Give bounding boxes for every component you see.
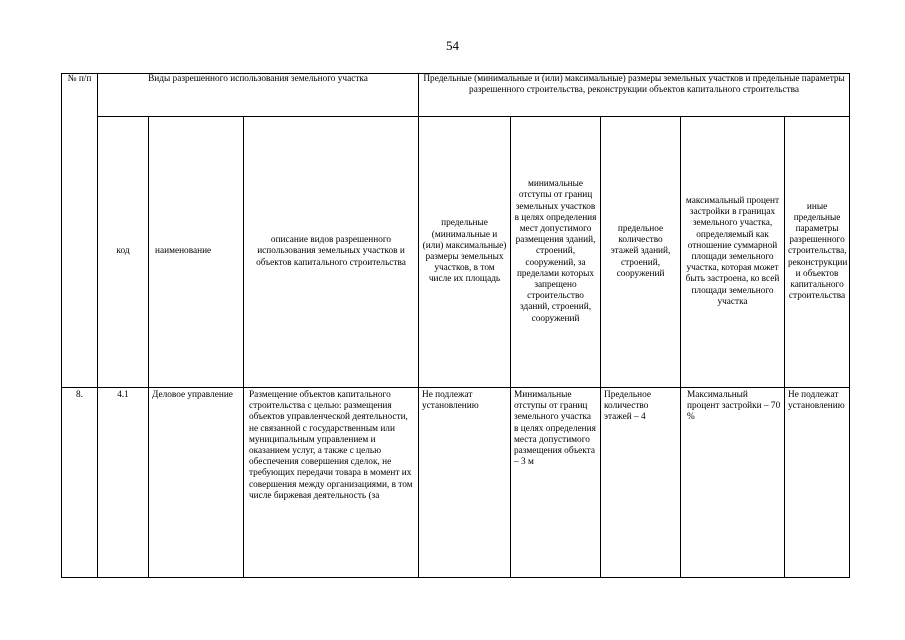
header-code: код bbox=[98, 117, 149, 388]
header-other: иные предельные параметры разрешенного строительства, реконструкции и объектов капитального строительства bbox=[785, 117, 850, 388]
cell-setbacks: Минимальные отступы от границ земельного участка в целях определения места допустимого размещения объекта – 3 м bbox=[511, 388, 601, 578]
header-floors: предельное количество этажей зданий, строений, сооружений bbox=[601, 117, 681, 388]
cell-coverage: Максимальный процент застройки – 70 % bbox=[681, 388, 785, 578]
cell-no: 8. bbox=[62, 388, 98, 578]
page-number: 54 bbox=[446, 38, 459, 53]
cell-other: Не подлежат установлению bbox=[785, 388, 850, 578]
cell-description: Размещение объектов капитального строительства с целью: размещения объектов управленческой деятельности, не связанной с государственным или муниципальным управлением и оказанием услуг, а также с целью обеспечения совершения сделок, не требующих передачи товара в момент их совершения между организациями, в том числе биржевая деятельность (за bbox=[244, 388, 419, 578]
header-params-group: Предельные (минимальные и (или) максимальные) размеры земельных участков и предельные параметры разрешенного строительства, реконструкции объектов капитального строительства bbox=[419, 74, 850, 117]
cell-code: 4.1 bbox=[98, 388, 149, 578]
land-use-table bbox=[61, 73, 850, 578]
header-coverage: максимальный процент застройки в границах земельного участка, определяемый как отношение суммарной площади земельного участка, которая может быть застроена, ко всей площади земельного участка bbox=[681, 117, 785, 388]
cell-size-limits: Не подлежат установлению bbox=[419, 388, 511, 578]
header-name: наименование bbox=[149, 117, 244, 388]
header-description: описание видов разрешенного использования земельных участков и объектов капитального строительства bbox=[244, 117, 419, 388]
header-row-1 bbox=[62, 74, 850, 117]
table-row bbox=[62, 388, 850, 578]
header-row-2 bbox=[62, 117, 850, 388]
cell-name: Деловое управление bbox=[149, 388, 244, 578]
header-no: № п/п bbox=[62, 74, 98, 388]
header-size-limits: предельные (минимальные и (или) максимальные) размеры земельных участков, в том числе их площадь bbox=[419, 117, 511, 388]
header-uses-group: Виды разрешенного использования земельного участка bbox=[98, 74, 419, 117]
header-setbacks: минимальные отступы от границ земельных участков в целях определения мест допустимого размещения зданий, строений, сооружений, за пределами которых запрещено строительство зданий, строений, сооружений bbox=[511, 117, 601, 388]
cell-floors: Предельное количество этажей – 4 bbox=[601, 388, 681, 578]
